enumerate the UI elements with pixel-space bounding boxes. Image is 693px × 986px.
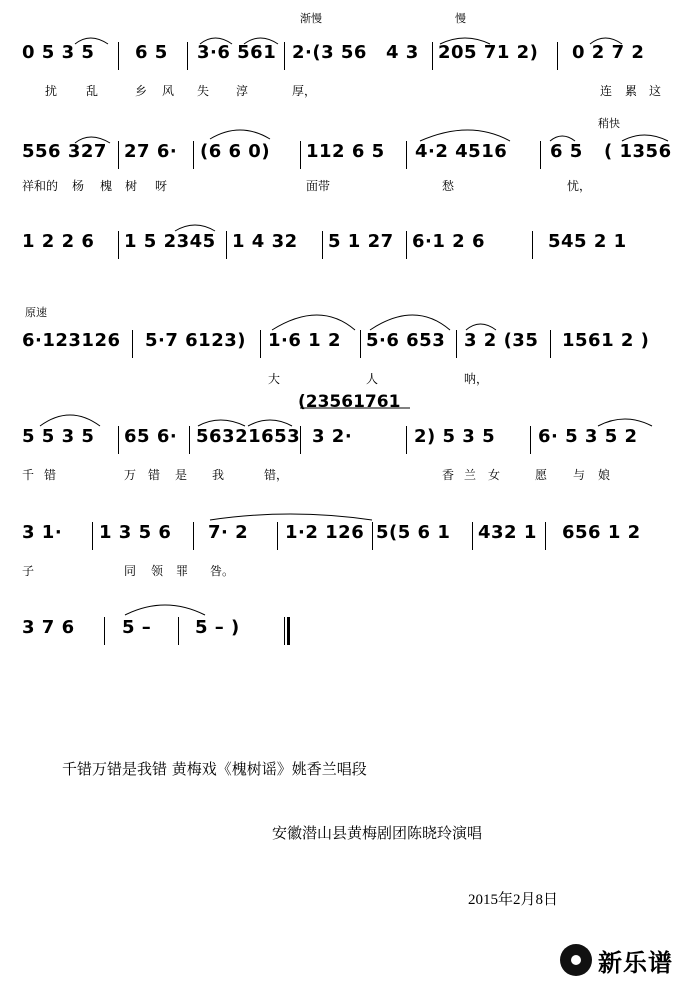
note-group: ( 1356 bbox=[604, 141, 672, 162]
note-group: 65 6· bbox=[124, 426, 178, 447]
lyric: 子 bbox=[22, 564, 35, 578]
vinyl-disc-icon bbox=[560, 944, 592, 976]
slur-marks bbox=[0, 300, 693, 360]
tempo-mark: 原速 bbox=[25, 306, 47, 319]
lyric: 同 bbox=[124, 564, 137, 578]
performer-credit: 安徽潜山县黄梅剧团陈晓玲演唱 bbox=[272, 824, 483, 842]
lyric: 累 bbox=[625, 84, 638, 98]
lyrics-line bbox=[0, 177, 693, 197]
lyric: 乡 bbox=[135, 84, 148, 98]
note-group: 6 5 bbox=[550, 141, 583, 162]
lyrics-line bbox=[0, 562, 693, 582]
slur-marks bbox=[0, 500, 693, 560]
note-group: 5 – bbox=[122, 617, 152, 638]
note-group: 0 5 3 5 bbox=[22, 42, 95, 63]
note-group: 3·6 561 bbox=[197, 42, 277, 63]
slur-marks bbox=[0, 390, 693, 450]
lyrics-line bbox=[0, 466, 693, 486]
lyric: 扰 bbox=[45, 84, 58, 98]
lyric: 风 bbox=[162, 84, 175, 98]
site-logo bbox=[560, 940, 673, 980]
lyric: 忧， bbox=[567, 179, 592, 193]
note-group: 5·6 653 bbox=[366, 330, 446, 351]
lyric: 连 bbox=[600, 84, 613, 98]
note-group: 4 3 bbox=[386, 42, 419, 63]
note-group: 1 5 2345 bbox=[124, 231, 216, 252]
note-group: 1 4 32 bbox=[232, 231, 298, 252]
lyric: 千 bbox=[22, 468, 35, 482]
tempo-mark: 渐慢 bbox=[300, 12, 322, 25]
lyric: 领 bbox=[151, 564, 164, 578]
lyric: 祥和的 bbox=[22, 179, 59, 193]
score-system-5 bbox=[0, 390, 693, 490]
note-group: 1 3 5 6 bbox=[99, 522, 172, 543]
lyric: 错 bbox=[148, 468, 161, 482]
song-title: 千错万错是我错 黄梅戏《槐树谣》姚香兰唱段 bbox=[62, 760, 367, 778]
note-group: 3 2· bbox=[312, 426, 353, 447]
lyric: 错 bbox=[44, 468, 57, 482]
lyric: 厚， bbox=[292, 84, 317, 98]
lyric: 兰 bbox=[464, 468, 477, 482]
note-group: 2) 5 3 5 bbox=[414, 426, 496, 447]
lyric: 是 bbox=[175, 468, 188, 482]
lyric: 呐， bbox=[464, 372, 489, 386]
note-group: 1·6 1 2 bbox=[268, 330, 341, 351]
lyric: 我 bbox=[212, 468, 225, 482]
lyric: 罪 bbox=[176, 564, 189, 578]
note-group: 656 1 2 bbox=[562, 522, 641, 543]
note-group: 5 – ) bbox=[195, 617, 240, 638]
note-group: 56321653 bbox=[196, 426, 301, 447]
date-label: 2015年2月8日 bbox=[468, 892, 559, 908]
note-group: 205 71 2) bbox=[438, 42, 539, 63]
note-group: 112 6 5 bbox=[306, 141, 385, 162]
note-group: 2·(3 56 bbox=[292, 42, 367, 63]
note-group: 6 5 bbox=[135, 42, 168, 63]
score-system-4 bbox=[0, 300, 693, 390]
lyric: 万 bbox=[124, 468, 137, 482]
score-system-2 bbox=[0, 115, 693, 195]
lyric: 咎。 bbox=[210, 564, 235, 578]
note-group: (6 6 0) bbox=[200, 141, 271, 162]
instrumental-phrase: (23561761 bbox=[298, 392, 401, 412]
lyric: 槐 bbox=[100, 179, 113, 193]
note-group: 1 2 2 6 bbox=[22, 231, 95, 252]
slur-marks bbox=[0, 115, 693, 175]
note-group: 545 2 1 bbox=[548, 231, 627, 252]
note-group: 3 7 6 bbox=[22, 617, 75, 638]
lyric: 错， bbox=[264, 468, 289, 482]
slur-marks bbox=[0, 10, 693, 70]
lyric: 愁 bbox=[442, 179, 455, 193]
lyric: 人 bbox=[366, 372, 379, 386]
note-group: 6· 5 3 5 2 bbox=[538, 426, 638, 447]
note-group: 7· 2 bbox=[208, 522, 249, 543]
score-system-1 bbox=[0, 10, 693, 110]
lyrics-line bbox=[0, 370, 693, 390]
note-group: 5·7 6123) bbox=[145, 330, 246, 351]
lyric: 香 bbox=[442, 468, 455, 482]
note-group: 27 6· bbox=[124, 141, 178, 162]
lyric: 这 bbox=[649, 84, 662, 98]
tempo-mark: 稍快 bbox=[598, 117, 620, 130]
note-group: 5 5 3 5 bbox=[22, 426, 95, 447]
note-group: 1·2 126 bbox=[285, 522, 365, 543]
lyric: 淳 bbox=[236, 84, 249, 98]
logo-text: 新乐谱 bbox=[598, 948, 673, 977]
note-group: 6·1 2 6 bbox=[412, 231, 485, 252]
note-group: 1561 2 ) bbox=[562, 330, 650, 351]
lyric: 大 bbox=[268, 372, 281, 386]
note-group: 6·123126 bbox=[22, 330, 121, 351]
note-group: 3 2 (35 bbox=[464, 330, 539, 351]
note-group: 5 1 27 bbox=[328, 231, 394, 252]
lyric: 杨 bbox=[72, 179, 85, 193]
score-system-7 bbox=[0, 595, 693, 655]
lyrics-line bbox=[0, 82, 693, 102]
slur-marks bbox=[0, 215, 693, 275]
lyric: 女 bbox=[488, 468, 501, 482]
note-group: 432 1 bbox=[478, 522, 537, 543]
note-group: 556 327 bbox=[22, 141, 107, 162]
note-group: 3 1· bbox=[22, 522, 63, 543]
score-system-6 bbox=[0, 500, 693, 590]
tempo-mark: 慢 bbox=[455, 12, 466, 25]
lyric: 乱 bbox=[86, 84, 99, 98]
note-group: 4·2 4516 bbox=[415, 141, 508, 162]
lyric: 愿 bbox=[535, 468, 548, 482]
lyric: 呀 bbox=[155, 179, 168, 193]
note-group: 5(5 6 1 bbox=[376, 522, 451, 543]
lyric: 树 bbox=[125, 179, 138, 193]
lyric: 失 bbox=[197, 84, 210, 98]
score-system-3 bbox=[0, 215, 693, 265]
lyric: 面带 bbox=[306, 179, 331, 193]
lyric: 娘 bbox=[598, 468, 611, 482]
note-group: 0 2 7 2 bbox=[572, 42, 645, 63]
slur-marks bbox=[0, 595, 693, 655]
lyric: 与 bbox=[573, 468, 586, 482]
